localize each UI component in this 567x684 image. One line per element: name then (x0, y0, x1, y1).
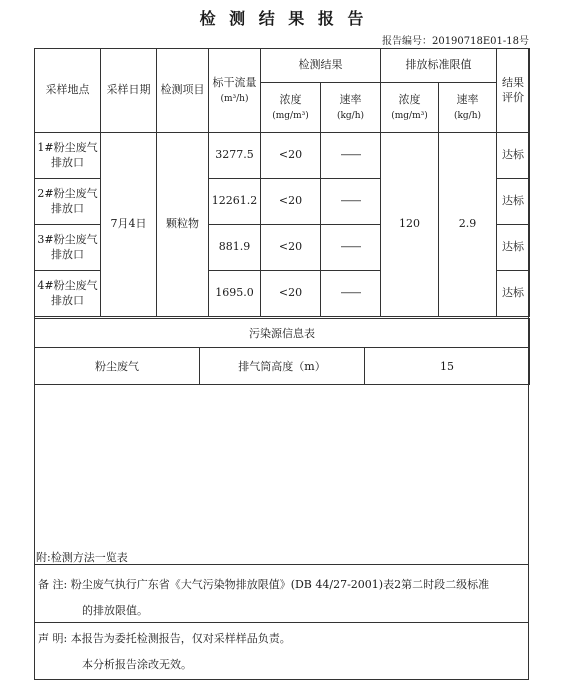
header-evaluation: 结果评价 (497, 49, 530, 133)
row-location: 4#粉尘废气排放口 (35, 271, 101, 317)
limit-rate: 2.9 (439, 133, 497, 317)
test-item: 颗粒物 (157, 133, 209, 317)
header-limit-conc: 浓度 (mg/m³) (381, 83, 439, 133)
row-rate: —— (321, 179, 381, 225)
statement-label: 声 明: (38, 632, 68, 645)
row-eval: 达标 (497, 133, 530, 179)
report-number: 报告编号：20190718E01-18号 (381, 36, 529, 47)
attachment-label: 附:检测方法一览表 (36, 551, 128, 564)
statement-text-1: 本报告为委托检测报告，仅对采样样品负责。 (70, 632, 291, 645)
source-info-table (34, 318, 530, 385)
row-eval: 达标 (497, 225, 530, 271)
remarks-text-2: 的排放限值。 (82, 604, 148, 617)
header-results: 检测结果 (261, 49, 381, 83)
row-location: 2#粉尘废气排放口 (35, 179, 101, 225)
row-eval: 达标 (497, 179, 530, 225)
sample-date: 7月4日 (101, 133, 157, 317)
header-limit-rate: 速率 (kg/h) (439, 83, 497, 133)
row-conc: <20 (261, 179, 321, 225)
source-table-heading: 污染源信息表 (35, 319, 530, 348)
remarks-label: 备 注: (38, 578, 68, 591)
results-table (34, 48, 530, 317)
header-limits: 排放标准限值 (381, 49, 497, 83)
header-flow: 标干流量 (m³/h) (209, 49, 261, 133)
row-location: 3#粉尘废气排放口 (35, 225, 101, 271)
row-conc: <20 (261, 225, 321, 271)
row-flow: 881.9 (209, 225, 261, 271)
limit-conc: 120 (381, 133, 439, 317)
remarks (38, 572, 526, 624)
header-rate: 速率 (kg/h) (321, 83, 381, 133)
divider (34, 622, 529, 623)
stack-height-label: 排气筒高度（m） (200, 348, 365, 385)
row-location: 1#粉尘废气排放口 (35, 133, 101, 179)
row-flow: 1695.0 (209, 271, 261, 317)
row-conc: <20 (261, 133, 321, 179)
source-name: 粉尘废气 (35, 348, 200, 385)
row-eval: 达标 (497, 271, 530, 317)
row-flow: 12261.2 (209, 179, 261, 225)
row-flow: 3277.5 (209, 133, 261, 179)
blank-area (34, 392, 529, 552)
remarks-text-1: 粉尘废气执行广东省《大气污染物排放限值》(DB 44/27-2001)表2第二时段二级标准 (70, 578, 490, 591)
flow-unit: (m³/h) (220, 93, 249, 104)
header-conc: 浓度 (mg/m³) (261, 83, 321, 133)
stack-height-value: 15 (365, 348, 530, 385)
header-item: 检测项目 (157, 49, 209, 133)
report-title: 检 测 结 果 报 告 (199, 9, 368, 28)
statement (38, 626, 526, 678)
row-rate: —— (321, 271, 381, 317)
statement-text-2: 本分析报告涂改无效。 (82, 658, 192, 671)
row-rate: —— (321, 133, 381, 179)
row-conc: <20 (261, 271, 321, 317)
table-row (35, 133, 530, 179)
header-location: 采样地点 (35, 49, 101, 133)
divider (34, 564, 529, 565)
header-date: 采样日期 (101, 49, 157, 133)
row-rate: —— (321, 225, 381, 271)
